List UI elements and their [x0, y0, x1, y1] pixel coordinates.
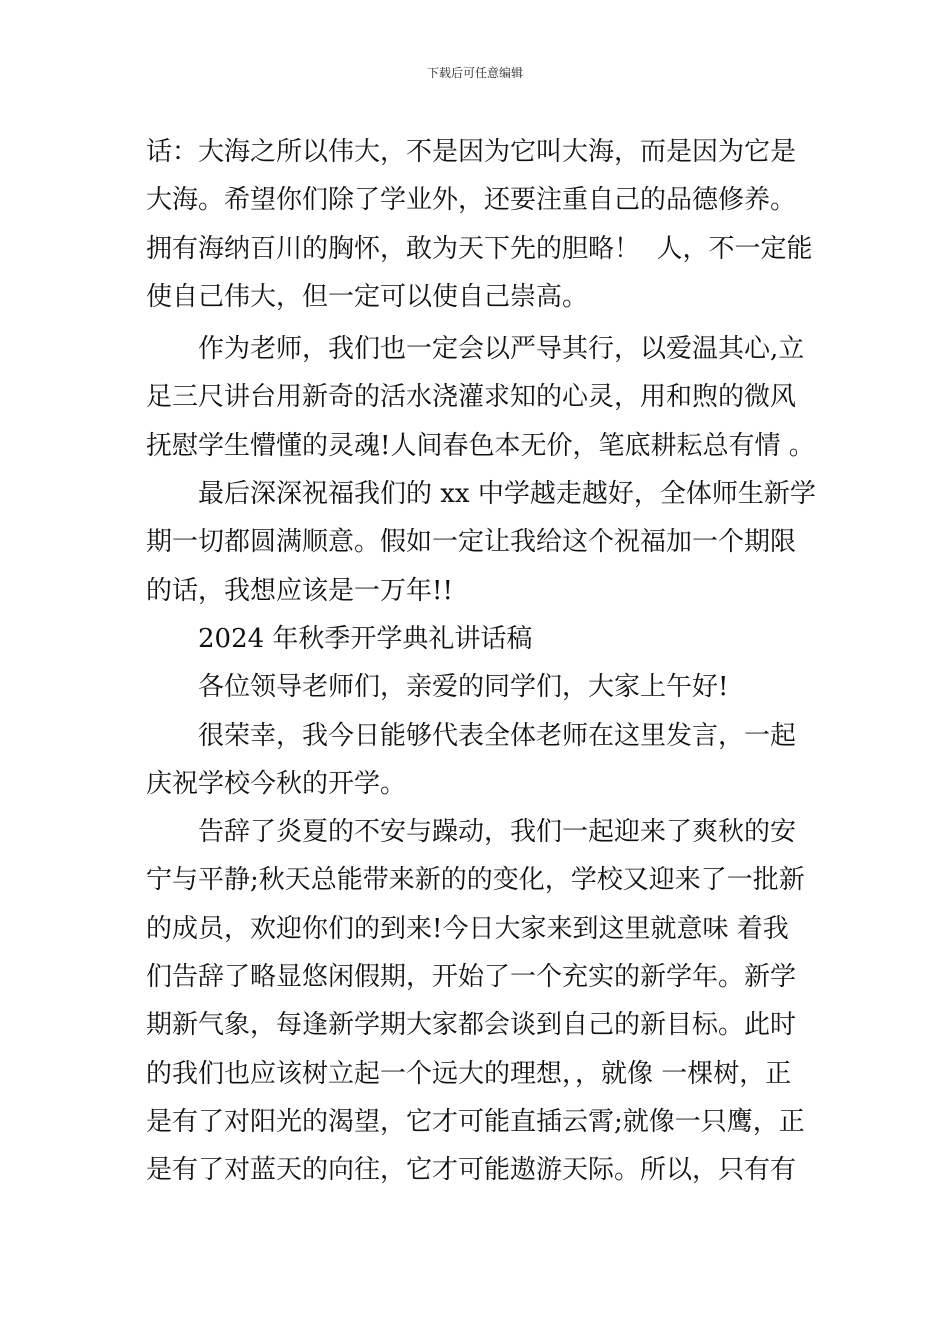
section-title: 2024 年秋季开学典礼讲话稿 [198, 623, 533, 654]
text-line: 使自己伟大，但一定可以使自己崇高。 [146, 281, 589, 312]
paragraph-start-line: 告辞了炎夏的不安与躁动，我们一起迎来了爽秋的安 [198, 817, 797, 848]
text-line: 抚慰学生懵懂的灵魂!人间春色本无价，笔底耕耘总有情 。 [146, 430, 815, 461]
text-line: 期一切都圆满顺意。假如一定让我给这个祝福加一个期限 [146, 527, 797, 558]
text-line: 期新气象，每逢新学期大家都会谈到自己的新目标。此时 [146, 1010, 797, 1041]
text-line: 的我们也应该树立起一个远大的理想，，就像 一棵树，正 [146, 1058, 792, 1089]
text-line: 宁与平静;秋天总能带来新的的变化，学校又迎来了一批新 [146, 865, 805, 896]
text-line: 的话，我想应该是一万年!! [146, 575, 453, 606]
text-line: 庆祝学校今秋的开学。 [146, 768, 407, 799]
paragraph-start-line: 作为老师，我们也一定会以严导其行，以爱温其心,立 [198, 334, 805, 365]
text-line: 是有了对蓝天的向往，它才可能遨游天际。所以，只有有 [146, 1155, 797, 1186]
text-line: 的成员，欢迎你们的到来!今日大家来到这里就意味 着我 [146, 913, 789, 944]
greeting-line: 各位领导老师们，亲爱的同学们，大家上午好! [198, 672, 729, 703]
text-line: 是有了对阳光的渴望，它才可能直插云霄;就像一只鹰，正 [146, 1106, 805, 1137]
text-line: 大海。希望你们除了学业外，还要注重自己的品德修养。 [146, 185, 797, 216]
paragraph-start-line: 最后深深祝福我们的 xx 中学越走越好，全体师生新学 [198, 479, 816, 510]
text-line: 们告辞了略显悠闲假期，开始了一个充实的新学年。新学 [146, 962, 797, 993]
text-line: 足三尺讲台用新奇的活水浇灌求知的心灵，用和煦的微风 [146, 382, 797, 413]
text-line: 拥有海纳百川的胸怀，敢为天下先的胆略！ 人，不一定能 [146, 233, 813, 264]
document-body [146, 128, 816, 1195]
text-line: 话：大海之所以伟大，不是因为它叫大海，而是因为它是 [146, 137, 797, 167]
page-header-caption: 下载后可任意编辑 [426, 66, 523, 80]
paragraph-start-line: 很荣幸，我今日能够代表全体老师在这里发言，一起 [198, 720, 797, 751]
